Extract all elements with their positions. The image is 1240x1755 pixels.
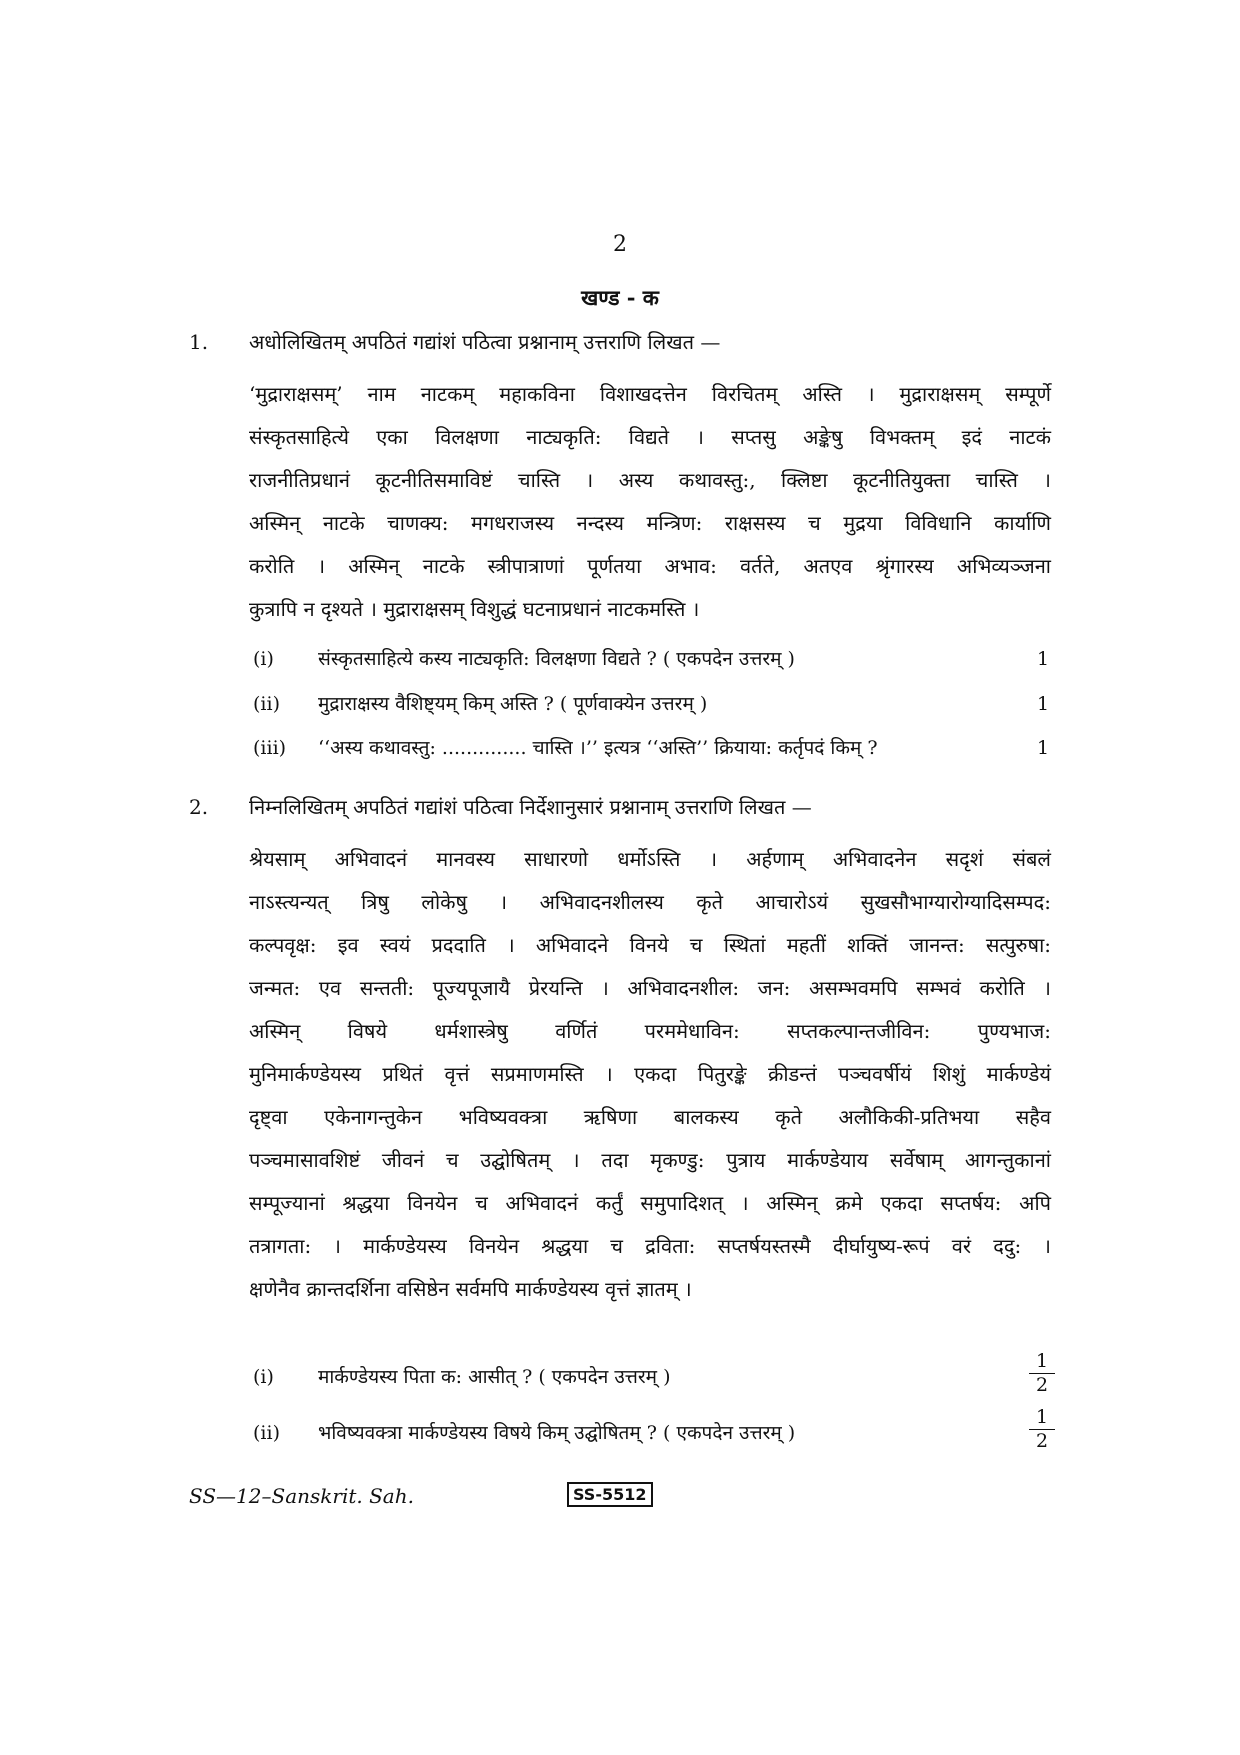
question-1-sub-i <box>253 644 1053 674</box>
passage-line: सम्पूज्यानां श्रद्धया विनयेन च अभिवादनं कर्तुं समुपादिशत् । अस्मिन् क्रमे एकदा सप्तर्षय: अपि <box>249 1191 1051 1215</box>
question-1-sub-ii <box>253 689 1053 719</box>
fraction-numerator: 1 <box>1029 1350 1055 1374</box>
sub-number: (i) <box>253 1366 274 1388</box>
passage-line: नाऽस्त्यन्यत् त्रिषु लोकेषु । अभिवादनशीलस्य कृते आचारोऽयं सुखसौभाग्यारोग्यादिसम्पद: <box>249 890 1051 914</box>
marks: 1 <box>1036 737 1050 759</box>
passage-line: क्षणेनैव क्रान्तदर्शिना वसिष्ठेन सर्वमपि मार्कण्डेयस्य वृत्तं ज्ञातम् । <box>249 1277 692 1301</box>
section-title: खण्ड - क <box>581 285 659 310</box>
sub-number: (i) <box>253 648 274 670</box>
sub-question-text: मुद्राराक्षस्य वैशिष्ट्यम् किम् अस्ति ? ( पूर्णवाक्येन उत्तरम् ) <box>318 693 708 715</box>
passage-line: दृष्ट्वा एकेनागन्तुकेन भविष्यवक्त्रा ऋषिणा बालकस्य कृते अलौकिकी-प्रतिभया सहैव <box>249 1105 1051 1129</box>
sub-number: (iii) <box>253 737 287 759</box>
sub-number: (ii) <box>253 1422 280 1444</box>
passage-line: करोति । अस्मिन् नाटके स्त्रीपात्राणां पूर्णतया अभाव: वर्तते, अतएव श्रृंगारस्य अभिव्यञ्जना <box>249 554 1051 578</box>
sub-question-text: संस्कृतसाहित्ये कस्य नाट्यकृति: विलक्षणा विद्यते ? ( एकपदेन उत्तरम् ) <box>318 648 795 670</box>
passage-line: अस्मिन् विषये धर्मशास्त्रेषु वर्णितं परममेधाविन: सप्तकल्पान्तजीविन: पुण्यभाज: <box>249 1019 1051 1043</box>
sub-number: (ii) <box>253 693 280 715</box>
question-1-number: 1. <box>189 330 209 354</box>
fraction-denominator: 2 <box>1035 1430 1049 1452</box>
sub-question-text: मार्कण्डेयस्य पिता क: आसीत् ? ( एकपदेन उत्तरम् ) <box>318 1366 671 1388</box>
passage-line: राजनीतिप्रधानं कूटनीतिसमाविष्टं चास्ति । अस्य कथावस्तु:, क्लिष्टा कूटनीतियुक्ता चास्ति । <box>249 468 1051 492</box>
page-number: 2 <box>613 232 627 257</box>
passage-line: संस्कृतसाहित्ये एका विलक्षणा नाट्यकृति: विद्यते । सप्तसु अङ्केषु विभक्तम् इदं नाटकं <box>249 425 1051 449</box>
question-2-passage <box>249 838 1051 1311</box>
question-1-heading: अधोलिखितम् अपठितं गद्यांशं पठित्वा प्रश्नानाम् उत्तराणि लिखत — <box>249 330 721 354</box>
passage-line: कल्पवृक्ष: इव स्वयं प्रददाति । अभिवादने विनये च स्थितां महतीं शक्तिं जानन्त: सत्पुरुषा: <box>249 933 1051 957</box>
marks-fraction <box>1029 1350 1055 1396</box>
sub-question-text: भविष्यवक्त्रा मार्कण्डेयस्य विषये किम् उद्घोषितम् ? ( एकपदेन उत्तरम् ) <box>318 1422 796 1444</box>
question-2-heading: निम्नलिखितम् अपठितं गद्यांशं पठित्वा निर्देशानुसारं प्रश्नानाम् उत्तराणि लिखत — <box>249 795 812 819</box>
marks: 1 <box>1036 648 1050 670</box>
question-2-sub-ii <box>253 1406 1053 1452</box>
passage-line: ‘मुद्राराक्षसम्’ नाम नाटकम् महाकविना विशाखदत्तेन विरचितम् अस्ति । मुद्राराक्षसम् सम्पूर्णे <box>249 382 1051 406</box>
passage-line: जन्मत: एव सन्तती: पूज्यपूजायै प्रेरयन्ति । अभिवादनशील: जन: असम्भवमपि सम्भवं करोति । <box>249 976 1051 1000</box>
marks: 1 <box>1036 693 1050 715</box>
sub-question-text: ‘‘अस्य कथावस्तु: .............. चास्ति ।’’ इत्यत्र ‘‘अस्ति’’ क्रियाया: कर्तृपदं किम् ? <box>318 737 878 759</box>
paper-code-box: SS-5512 <box>567 1482 653 1507</box>
question-1-passage <box>249 373 1051 631</box>
passage-line: अस्मिन् नाटके चाणक्य: मगधराजस्य नन्दस्य मन्त्रिण: राक्षसस्य च मुद्रया विविधानि कार्याणि <box>249 511 1051 535</box>
question-1-sub-iii <box>253 733 1053 763</box>
passage-line: मुनिमार्कण्डेयस्य प्रथितं वृत्तं सप्रमाणमस्ति । एकदा पितुरङ्के क्रीडन्तं पञ्चवर्षीयं शिशुं मार्कण्डेयं <box>249 1062 1051 1086</box>
question-2-number: 2. <box>189 795 209 819</box>
passage-line: कुत्रापि न दृश्यते । मुद्राराक्षसम् विशुद्धं घटनाप्रधानं नाटकमस्ति । <box>249 597 700 621</box>
marks-fraction <box>1029 1406 1055 1452</box>
passage-line: तत्रागता: । मार्कण्डेयस्य विनयेन श्रद्धया च द्रविता: सप्तर्षयस्तस्मै दीर्घायुष्य-रूपं वरं ददु: । <box>249 1234 1051 1258</box>
paper-title: SS—12–Sanskrit. Sah. <box>189 1484 414 1508</box>
fraction-denominator: 2 <box>1035 1374 1049 1396</box>
passage-line: श्रेयसाम् अभिवादनं मानवस्य साधारणो धर्मोऽस्ति । अर्हणाम् अभिवादनेन सदृशं संबलं <box>249 847 1051 871</box>
passage-line: पञ्चमासावशिष्टं जीवनं च उद्घोषितम् । तदा मृकण्डु: पुत्राय मार्कण्डेयाय सर्वेषाम् आगन्तुकानां <box>249 1148 1051 1172</box>
question-2-sub-i <box>253 1350 1053 1396</box>
fraction-numerator: 1 <box>1029 1406 1055 1430</box>
